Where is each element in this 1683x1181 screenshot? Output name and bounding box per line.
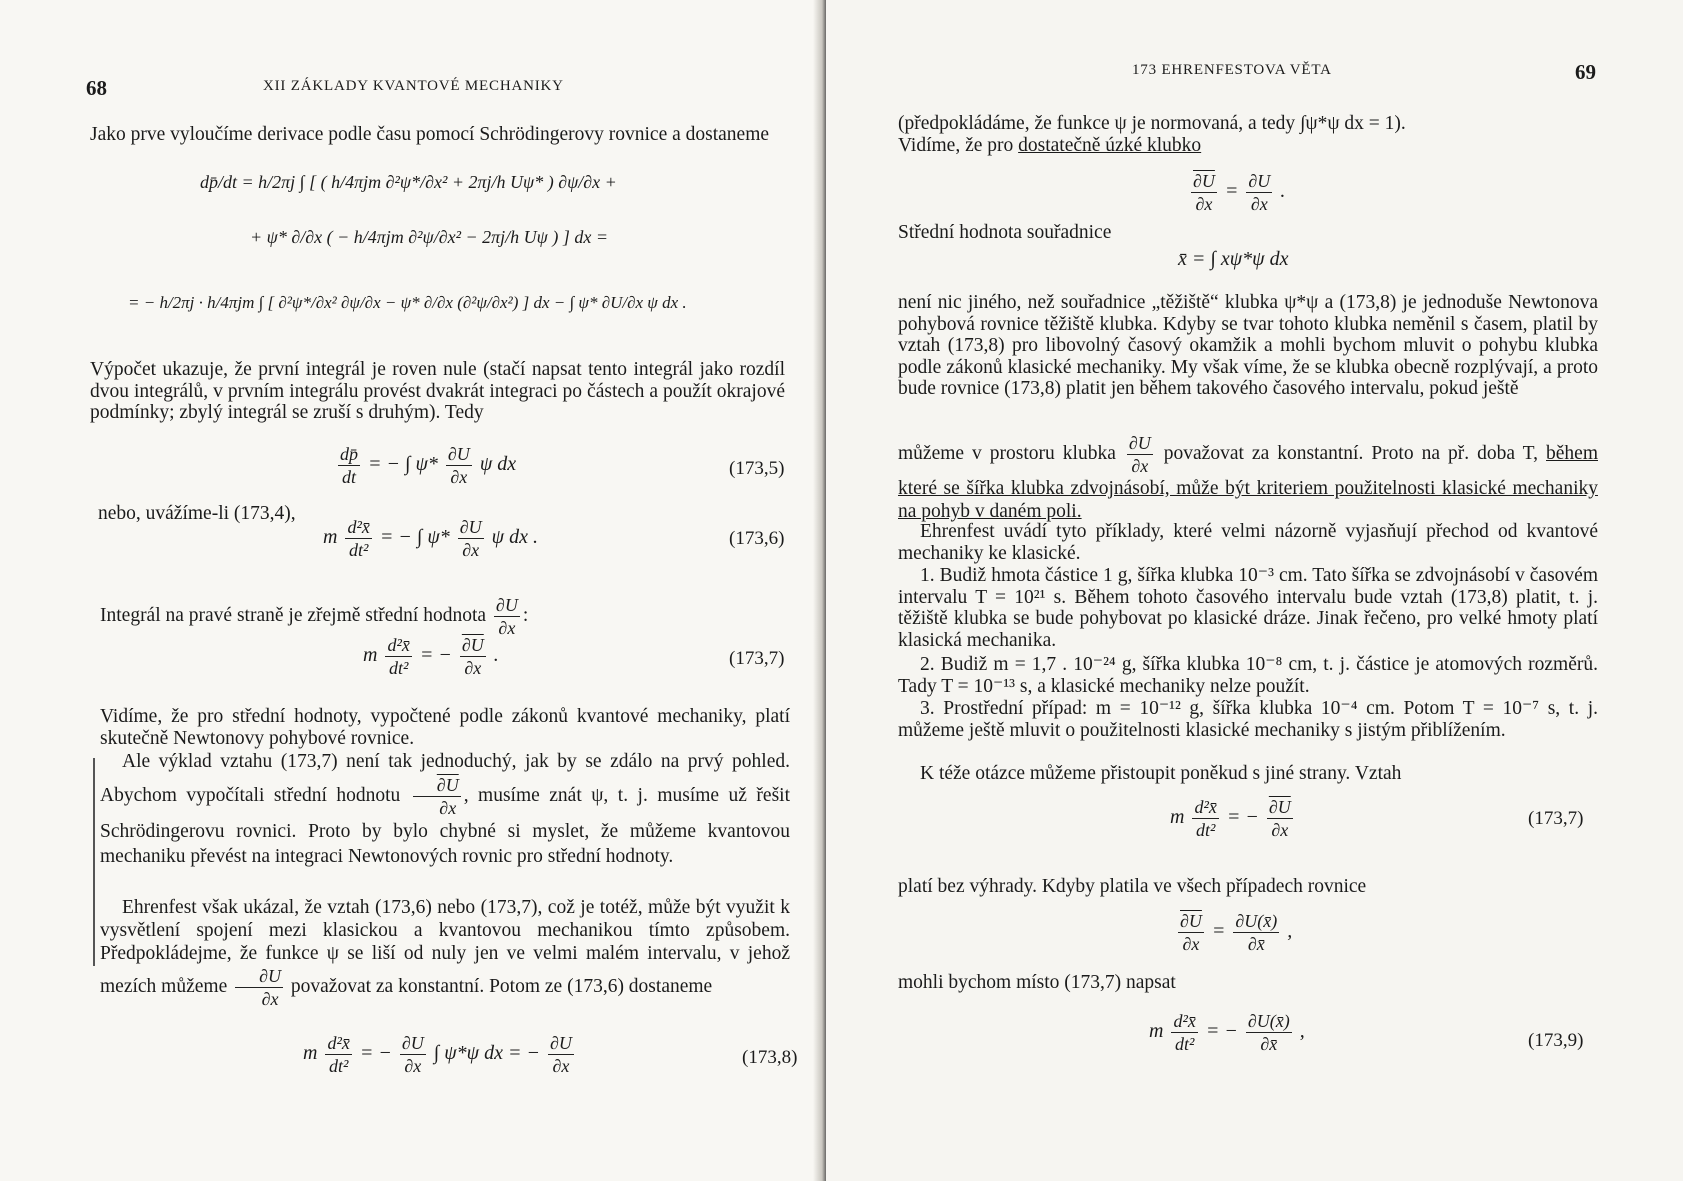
paragraph-vidime: Vidíme, že pro střední hodnoty, vypočtené podle zákonů kvantové mechaniky, platí skutečně Newtonovy pohybové rovnice. <box>100 706 790 749</box>
equation-173-6: m $\frac{\text{d²x̄}}{\text{dt²}}$ = − ∫ ψ* $\frac{\partial U}{\partial x}$ ψ dx . <box>323 517 538 560</box>
paragraph-neni: není nic jiného, než souřadnice „těžiště“ klubka ψ*ψ a (173,8) je jednoduše Newtonova pohybová rovnice těžiště klubka. Kdyby se tvar tohoto klubka neměnil s časem, platil by vztah (173,8) pro libovolný časový okamžik a mohli bychom mluvit o pohybu klubka podle zákonů klasické mechaniky. My však víme, že se klubka obecně rozplývají, a proto bude rovnice (173,8) platit jen během takového časového intervalu, pokud ještě <box>898 292 1598 399</box>
equation-label: (173,7) <box>729 648 785 669</box>
paragraph-vypocet: Výpočet ukazuje, že první integrál je roven nule (stačí napsat tento integrál jako rozdíl dvou integrálů, v prvním integrálu provést dvakrát integraci po částech a použít okrajové podmínky; zbylý integrál se zruší s druhým). Tedy <box>90 359 785 423</box>
equation-173-5: $\frac{dp̄}{dt}$ = − ∫ ψ* $\frac{\partial U}{\partial x}$ ψ dx <box>340 444 517 487</box>
paragraph-ale: Ale výklad vztahu (173,7) není tak jednoduchý, jak by se zdálo na prvý pohled. Abychom vypočítali střední hodnotu $\frac{\partial U}{\partial x}$ , musíme znát ψ, t. j. musíme už řešit Schrödingerovu rovnici. Proto by bylo chybné si myslet, že můžeme kvantovou mechaniku převést na integraci Newtonových rovnic pro střední hodnoty. <box>100 751 790 867</box>
paragraph-stredni: Střední hodnota souřadnice <box>898 222 1112 243</box>
list-item: 1. Budiž hmota částice 1 g, šířka klubka 10⁻³ cm. Tato šířka se zdvojnásobí v časovém intervalu T = 10²¹ s. Během tohoto časového intervalu bude vztah (173,8) platit, t. j. těžiště klubka se bude pohybovat po klasické dráze. Jinak řečeno, pro velké hmoty platí klasická mechanika. <box>898 565 1598 651</box>
equation-xbar: x̄ = ∫ xψ*ψ dx <box>1178 248 1289 270</box>
right-page <box>826 0 1683 1181</box>
equation-line-1: dp̄/dt = h/2πj ∫ [ ( h/4πjm ∂²ψ*/∂x² + 2πj/h Uψ* ) ∂ψ/∂x + <box>200 172 617 192</box>
page-number: 68 <box>86 76 107 100</box>
paragraph-k-teze: K téže otázce můžeme přistoupit poněkud s jiné strany. Vztah <box>920 763 1402 784</box>
running-header: XII ZÁKLADY KVANTOVÉ MECHANIKY <box>263 78 564 94</box>
left-page <box>0 0 826 1181</box>
paragraph-vidime: Vidíme, že pro dostatečně úzké klubko <box>898 135 1202 156</box>
equation-line-3: = − h/2πj · h/4πjm ∫ [ ∂²ψ*/∂x² ∂ψ/∂x − ψ* ∂/∂x (∂²ψ/∂x²) ] dx − ∫ ψ* ∂U/∂x ψ dx . <box>128 293 687 312</box>
paragraph-top-line: (předpokládáme, že funkce ψ je normovaná, a tedy ∫ψ*ψ dx = 1). <box>898 113 1406 134</box>
equation-kdyby: $\frac{\partial U}{\partial x}$ = $\frac{\partial U(x̄)}{\partial x̄}$ , <box>1180 911 1293 954</box>
paragraph-mohli: mohli bychom místo (173,7) napsat <box>898 972 1176 993</box>
paragraph-integral: Integrál na pravé straně je zřejmě střední hodnota $\frac{\partial U}{\partial x}$ : <box>100 595 529 638</box>
paragraph-ehrenfest-uvadi: Ehrenfest uvádí tyto příklady, které velmi názorně vyjasňují přechod od kvantové mechaniky ke klasické. <box>898 521 1598 564</box>
paragraph-muzeme: můžeme v prostoru klubka $\frac{\partial U}{\partial x}$ považovat za konstantní. Proto na př. doba T, během které se šířka klubka zdvojnásobí, může být kriteriem použitelnosti klasické mechaniky na pohyb v daném poli. <box>898 433 1598 522</box>
equation-du-dx: $\frac{\partial U}{\partial x}$ = $\frac{\partial U}{\partial x}$ . <box>1193 171 1286 214</box>
list-item: 3. Prostřední případ: m = 10⁻¹² g, šířka klubka 10⁻⁴ cm. Potom T = 10⁻⁷ s, t. j. můžeme ještě mluvit o použitelnosti klasické mechaniky s jistým přiblížením. <box>898 698 1598 741</box>
equation-label: (173,8) <box>742 1047 798 1068</box>
equation-label: (173,6) <box>729 528 785 549</box>
page-number: 69 <box>1575 60 1596 84</box>
paragraph-ehrenfest: Ehrenfest však ukázal, že vztah (173,6) nebo (173,7), což je totéž, může být využit k vysvětlení spojení mezi klasickou a kvantovou mechanikou tímto způsobem. Předpokládejme, že funkce ψ se liší od nuly jen ve velmi malém intervalu, v jehož mezích můžeme $\frac{\partial U}{\partial x}$ považovat za konstantní. Potom ze (173,6) dostaneme <box>100 897 790 1009</box>
running-header: 173 EHRENFESTOVA VĚTA <box>1132 62 1332 78</box>
paragraph-plati: platí bez výhrady. Kdyby platila ve všech případech rovnice <box>898 876 1367 897</box>
equation-label: (173,5) <box>729 458 785 479</box>
equation-173-9: m $\frac{\text{d²x̄}}{\text{dt²}}$ = − $\frac{\partial U(x̄)}{\partial x̄}$ , <box>1149 1011 1305 1054</box>
paragraph-nebo: nebo, uvážíme-li (173,4), <box>98 503 296 524</box>
list-item: 2. Budiž m = 1,7 . 10⁻²⁴ g, šířka klubka 10⁻⁸ cm, t. j. částice je atomových rozměrů. Tady T = 10⁻¹³ s, a klasické mechaniky nelze použít. <box>898 654 1598 697</box>
equation-label: (173,7) <box>1528 808 1584 829</box>
equation-label: (173,9) <box>1528 1030 1584 1051</box>
margin-mark <box>93 758 95 966</box>
equation-173-8: m $\frac{\text{d²x̄}}{\text{dt²}}$ = − $\frac{\partial U}{\partial x}$ ∫ ψ*ψ dx = − $\frac{\partial U}{\partial x}$ <box>303 1033 572 1076</box>
intro-paragraph: Jako prve vyloučíme derivace podle času pomocí Schrödingerovy rovnice a dostaneme <box>90 124 770 145</box>
equation-173-7: m $\frac{\text{d²x̄}}{\text{dt²}}$ = − $\frac{\partial U}{\partial x}$ <box>1170 797 1291 840</box>
equation-173-7: m $\frac{\text{d²x̄}}{\text{dt²}}$ = − $\frac{\partial U}{\partial x}$ . <box>363 635 499 678</box>
equation-line-2: + ψ* ∂/∂x ( − h/4πjm ∂²ψ/∂x² − 2πj/h Uψ ) ] dx = <box>250 227 608 247</box>
